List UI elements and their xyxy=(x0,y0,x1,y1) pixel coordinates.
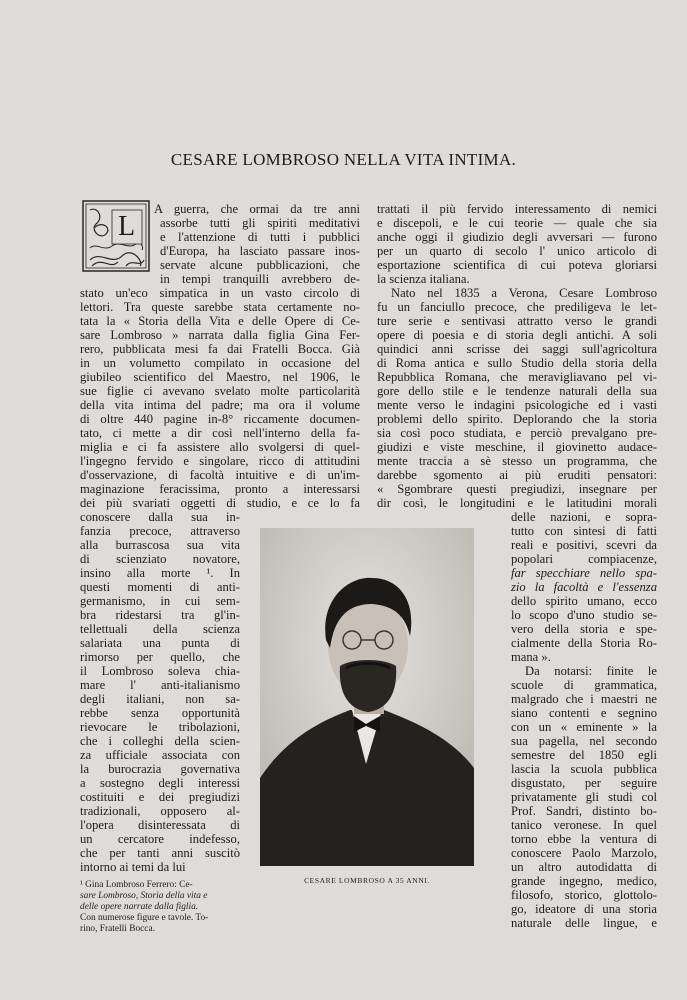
text-line: A guerra, che ormai da tre anni xyxy=(154,202,360,216)
portrait-caption: CESARE LOMBROSO A 35 ANNI. xyxy=(304,876,430,885)
text-line: scuole di grammatica, xyxy=(511,678,657,692)
text-line: maginazione feracissima, pronto a interessarsi xyxy=(80,482,360,496)
text-line: che i colleghi della scien- xyxy=(80,734,240,748)
text-line: filosofo, storico, glottolo- xyxy=(511,888,657,902)
text-line: Da notarsi: finite le xyxy=(525,664,657,678)
text-line: questi momenti di anti- xyxy=(80,580,240,594)
text-line: un altro autodidatta di xyxy=(511,860,657,874)
portrait-photo xyxy=(260,528,474,866)
text-line: darebbe sgomento ai più eruditi pensatori: xyxy=(377,468,657,482)
drop-cap-letter: L xyxy=(118,211,136,242)
text-line: costituiti e dei pregiudizi xyxy=(80,790,240,804)
text-line: della vita intima del padre; ma ora il volume xyxy=(80,398,360,412)
footnote-line: sare Lombroso, Storia della vita e xyxy=(80,891,208,901)
text-line: sue figlie ci avevano svelato molte particolarità xyxy=(80,384,360,398)
text-line: delle nazioni, e sopra- xyxy=(511,510,657,524)
text-line: popolari compiacenze, xyxy=(511,552,657,566)
text-line: tata la « Storia della Vita e delle Opere di Ce- xyxy=(80,314,360,328)
text-line: Repubblica Romana, che meravigliavano pel vi- xyxy=(377,370,657,384)
text-line: degli italiani, non sa- xyxy=(80,692,240,706)
text-line: Prof. Sandri, distinto bo- xyxy=(511,804,657,818)
footnote-line: Con numerose figure e tavole. To- xyxy=(80,913,209,923)
text-line: rimorso per quello, che xyxy=(80,650,240,664)
text-line: fanzia precoce, attraverso xyxy=(80,524,240,538)
text-line: la burocrazia governativa xyxy=(80,762,240,776)
text-line: naturale delle lingue, e xyxy=(511,916,657,930)
text-line: semestre del 1850 egli xyxy=(511,748,657,762)
text-line: d'osservazione, di facoltà intuitive e di un'im- xyxy=(80,468,360,482)
text-line: tellettuali della scienza xyxy=(80,622,240,636)
text-line: di oltre 440 pagine in-8° riccamente documen- xyxy=(80,412,360,426)
text-line: rebbe senza opportunità xyxy=(80,706,240,720)
text-line: miglia e ci fa assistere allo svolgersi di quel- xyxy=(80,440,360,454)
text-line: salariata una punta di xyxy=(80,636,240,650)
text-line: siano contenti e segnino xyxy=(511,706,657,720)
text-line: trattati il più fervido interessamento di nemici xyxy=(377,202,657,216)
text-line: a sostegno degli interessi xyxy=(80,776,240,790)
text-line: dello spirito umano, ecco xyxy=(511,594,657,608)
text-line: lettori. Tra queste sarebbe stata certamente no- xyxy=(80,300,360,314)
text-line: quindici anni scrisse dei saggi sull'agricoltura xyxy=(377,342,657,356)
text-line: per un quarto di secolo l' unico articolo di xyxy=(377,244,657,258)
text-line: insino alla morte ¹. In xyxy=(80,566,240,580)
text-line: di Roma antica e sullo Studio della storia della xyxy=(377,356,657,370)
text-line: disgustato, per seguire xyxy=(511,776,657,790)
text-line: con un « eminente » la xyxy=(511,720,657,734)
text-line: « Sgombrare questi pregiudizi, insegnare per xyxy=(377,482,657,496)
text-line: l'opera disinteressata di xyxy=(80,818,240,832)
ornamental-drop-cap xyxy=(82,200,150,272)
text-line: fu un fanciullo precoce, che prediligeva le let- xyxy=(377,300,657,314)
text-line: dei più svariati oggetti di studio, e ce lo fa xyxy=(80,496,360,510)
text-line: un cercatore indefesso, xyxy=(80,832,240,846)
text-line: cialmente della Storia Ro- xyxy=(511,636,657,650)
text-line: far specchiare nello spa- xyxy=(511,566,657,580)
text-line: in un volumetto compilato in occasione del xyxy=(80,356,360,370)
text-line: il Lombroso soleva chia- xyxy=(80,664,240,678)
text-line: lo scopo d'uno studio se- xyxy=(511,608,657,622)
text-line: mare l' anti-italianismo xyxy=(80,678,240,692)
text-line: zio la facoltà e l'essenza xyxy=(511,580,657,594)
text-line: rievocare le tribolazioni, xyxy=(80,720,240,734)
text-line: vero della storia e spe- xyxy=(511,622,657,636)
text-line: torno ebbe la ventura di xyxy=(511,832,657,846)
article-title: CESARE LOMBROSO NELLA VITA INTIMA. xyxy=(170,150,517,169)
text-line: lascia la scuola pubblica xyxy=(511,762,657,776)
text-line: mente traccia a sè stesso un programma, che xyxy=(377,454,657,468)
text-line: opere di poesia e di storia degli antichi. A soli xyxy=(377,328,657,342)
text-line: sare Lombroso » narrata dalla figlia Gina Fer- xyxy=(80,328,360,342)
text-line: servate alcune pubblicazioni, che xyxy=(160,258,360,272)
text-line: in tempi tranquilli avrebbero de- xyxy=(160,272,360,286)
text-line: germanismo, in cui sem- xyxy=(80,594,240,608)
text-line: di scienziato novatore, xyxy=(80,552,240,566)
text-line: tutto con sintesi di fatti xyxy=(511,524,657,538)
text-line: problemi dello spirito. Deplorando che la storia xyxy=(377,412,657,426)
text-line: grande ingegno, medico, xyxy=(511,874,657,888)
text-line: che per tanti anni suscitò xyxy=(80,846,240,860)
text-line: rero, pubblicata mesi fa dai Fratelli Bocca. Già xyxy=(80,342,360,356)
footnote-line: rino, Fratelli Bocca. xyxy=(80,924,155,934)
text-line: sua pagella, nel secondo xyxy=(511,734,657,748)
text-line: tradizionali, opposero al- xyxy=(80,804,240,818)
text-line: privatamente gli studi col xyxy=(511,790,657,804)
text-line: Nato nel 1835 a Verona, Cesare Lombroso xyxy=(391,286,657,300)
text-line: tanico veronese. In quel xyxy=(511,818,657,832)
text-line: dir così, le longitudini e le latitudini morali xyxy=(377,496,657,510)
text-line: tato, ci mette a dir così nell'interno della fa- xyxy=(80,426,360,440)
text-line: e discepoli, e le cui teorie — quale che sia xyxy=(377,216,657,230)
text-line: go, ideatore di una storia xyxy=(511,902,657,916)
text-line: conoscere dalla sua in- xyxy=(80,510,240,524)
text-line: conoscere Paolo Marzolo, xyxy=(511,846,657,860)
text-line: reali e positivi, scevri da xyxy=(511,538,657,552)
text-line: giudizi e viste meschine, il giovinetto audace- xyxy=(377,440,657,454)
text-line: d'Europa, ha lasciato passare inos- xyxy=(160,244,360,258)
text-line: la scienza italiana. xyxy=(377,272,470,286)
text-line: malgrado che i maestri ne xyxy=(511,692,657,706)
text-line: bra ridestarsi tra gl'in- xyxy=(80,608,240,622)
text-line: gore dello stile e le tendenze naturali della sua xyxy=(377,384,657,398)
text-line: ture serie e sentivasi attratto verso le grandi xyxy=(377,314,657,328)
footnote-line: ¹ Gina Lombroso Ferrero: Ce- xyxy=(80,880,193,890)
text-line: intorno ai temi da lui xyxy=(80,860,186,874)
text-line: za ufficiale associata con xyxy=(80,748,240,762)
text-line: stato un'eco simpatica in un vasto circolo di xyxy=(80,286,360,300)
text-line: alla burrascosa sua vita xyxy=(80,538,240,552)
text-line: sia così poco studiata, e perciò prevalgano pre- xyxy=(377,426,657,440)
text-line: l'ingegno fervido e singolare, ricco di attitudini xyxy=(80,454,360,468)
text-line: e l'attenzione di tutti i pubblici xyxy=(160,230,360,244)
text-line: giubileo scientifico del Maestro, nel 1906, le xyxy=(80,370,360,384)
text-line: mente verso le indagini psicologiche ed i vasti xyxy=(377,398,657,412)
text-line: anche oggi il giudizio degli avversari — furono xyxy=(377,230,657,244)
footnote-line: delle opere narrate dalla figlia. xyxy=(80,902,199,912)
text-line: esportazione scientifica di cui poteva gloriarsi xyxy=(377,258,657,272)
text-line: assorbe tutti gli spiriti meditativi xyxy=(160,216,360,230)
text-line: mana ». xyxy=(511,650,551,664)
